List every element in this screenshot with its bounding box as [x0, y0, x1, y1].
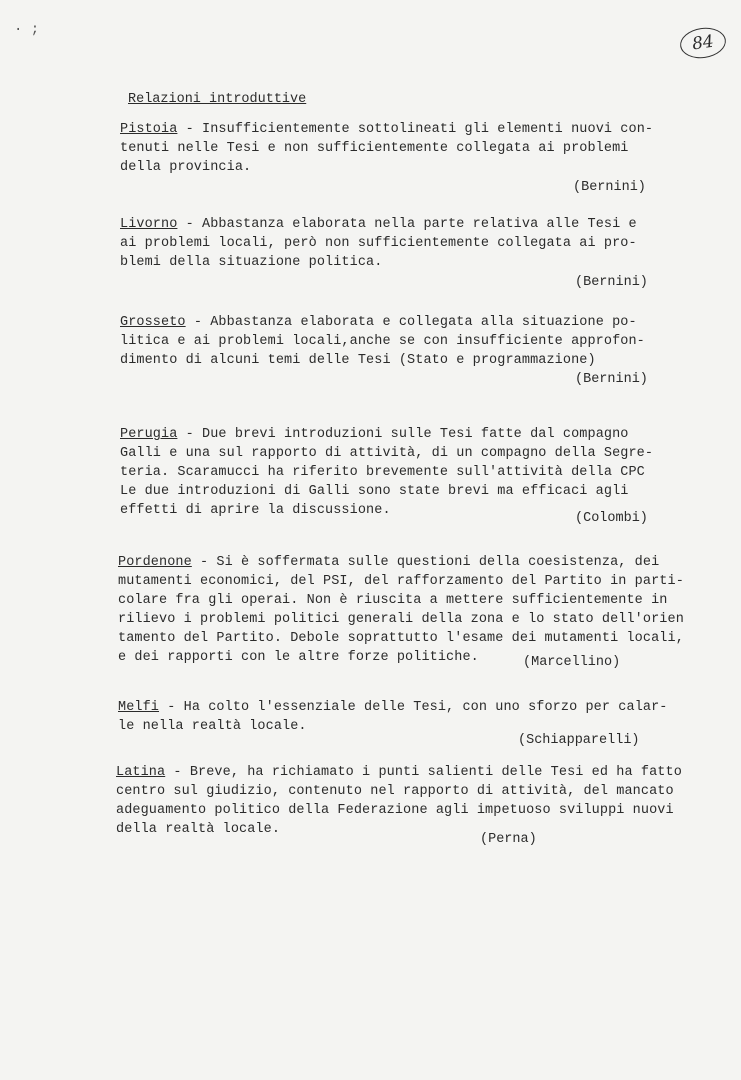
entry-line: e dei rapporti con le altre forze politiche.: [118, 650, 479, 665]
entry-signer: (Bernini): [573, 180, 646, 195]
entry-pordenone: [118, 553, 684, 667]
margin-mark: · ;: [14, 22, 40, 38]
entry-latina: [116, 763, 682, 839]
entry-line: litica e ai problemi locali,anche se con insufficiente approfon-: [120, 334, 645, 349]
entry-line: Galli e una sul rapporto di attività, di un compagno della Segre-: [120, 446, 654, 461]
entry-pistoia: [120, 120, 653, 177]
entry-signer: (Perna): [480, 832, 537, 847]
entry-line: - Abbastanza elaborata e collegata alla situazione po-: [185, 315, 637, 330]
entry-line: le nella realtà locale.: [118, 719, 307, 734]
entry-line: colare fra gli operai. Non è riuscita a mettere sufficientemente in: [118, 593, 668, 608]
entry-line: centro sul giudizio, contenuto nel rapporto di attività, del mancato: [116, 784, 674, 799]
entry-place: Livorno: [120, 217, 178, 232]
entry-line: - Due brevi introduzioni sulle Tesi fatte dal compagno: [177, 427, 629, 442]
entry-signer: (Bernini): [575, 275, 648, 290]
entry-signer: (Schiapparelli): [518, 733, 640, 748]
entry-line: teria. Scaramucci ha riferito brevemente sull'attività della CPC: [120, 465, 645, 480]
entry-place: Grosseto: [120, 315, 186, 330]
entry-line: effetti di aprire la discussione.: [120, 503, 391, 518]
entry-line: adeguamento politico della Federazione agli impetuoso sviluppi nuovi: [116, 803, 674, 818]
entry-place: Pistoia: [120, 122, 178, 137]
entry-place: Melfi: [118, 700, 160, 715]
entry-perugia: [120, 425, 653, 520]
entry-place: Pordenone: [118, 555, 192, 570]
entry-line: - Breve, ha richiamato i punti salienti delle Tesi ed ha fatto: [165, 765, 682, 780]
entry-line: mutamenti economici, del PSI, del rafforzamento del Partito in parti-: [118, 574, 684, 589]
entry-grosseto: [120, 313, 645, 370]
entry-line: blemi della situazione politica.: [120, 255, 383, 270]
entry-line: Le due introduzioni di Galli sono state brevi ma efficaci agli: [120, 484, 629, 499]
section-heading: Relazioni introduttive: [128, 92, 307, 107]
entry-line: - Abbastanza elaborata nella parte relativa alle Tesi e: [177, 217, 637, 232]
entry-line: - Si è soffermata sulle questioni della coesistenza, dei: [191, 555, 660, 570]
entry-livorno: [120, 215, 637, 272]
entry-line: della provincia.: [120, 160, 252, 175]
entry-melfi: [118, 698, 668, 736]
entry-line: tamento del Partito. Debole soprattutto l'esame dei mutamenti locali,: [118, 631, 684, 646]
entry-signer: (Marcellino): [523, 655, 621, 670]
entry-line: dimento di alcuni temi delle Tesi (Stato e programmazione): [120, 353, 596, 368]
entry-line: - Ha colto l'essenziale delle Tesi, con uno sforzo per calar-: [159, 700, 668, 715]
entry-line: tenuti nelle Tesi e non sufficientemente collegata ai problemi: [120, 141, 629, 156]
entry-place: Latina: [116, 765, 166, 780]
entry-line: ai problemi locali, però non sufficientemente collegata ai pro-: [120, 236, 637, 251]
entry-place: Perugia: [120, 427, 178, 442]
entry-line: - Insufficientemente sottolineati gli elementi nuovi con-: [177, 122, 654, 137]
page-number: 84: [678, 25, 728, 61]
entry-line: della realtà locale.: [116, 822, 281, 837]
entry-signer: (Bernini): [575, 372, 648, 387]
entry-signer: (Colombi): [575, 511, 648, 526]
entry-line: rilievo i problemi politici generali della zona e lo stato dell'orien: [118, 612, 684, 627]
